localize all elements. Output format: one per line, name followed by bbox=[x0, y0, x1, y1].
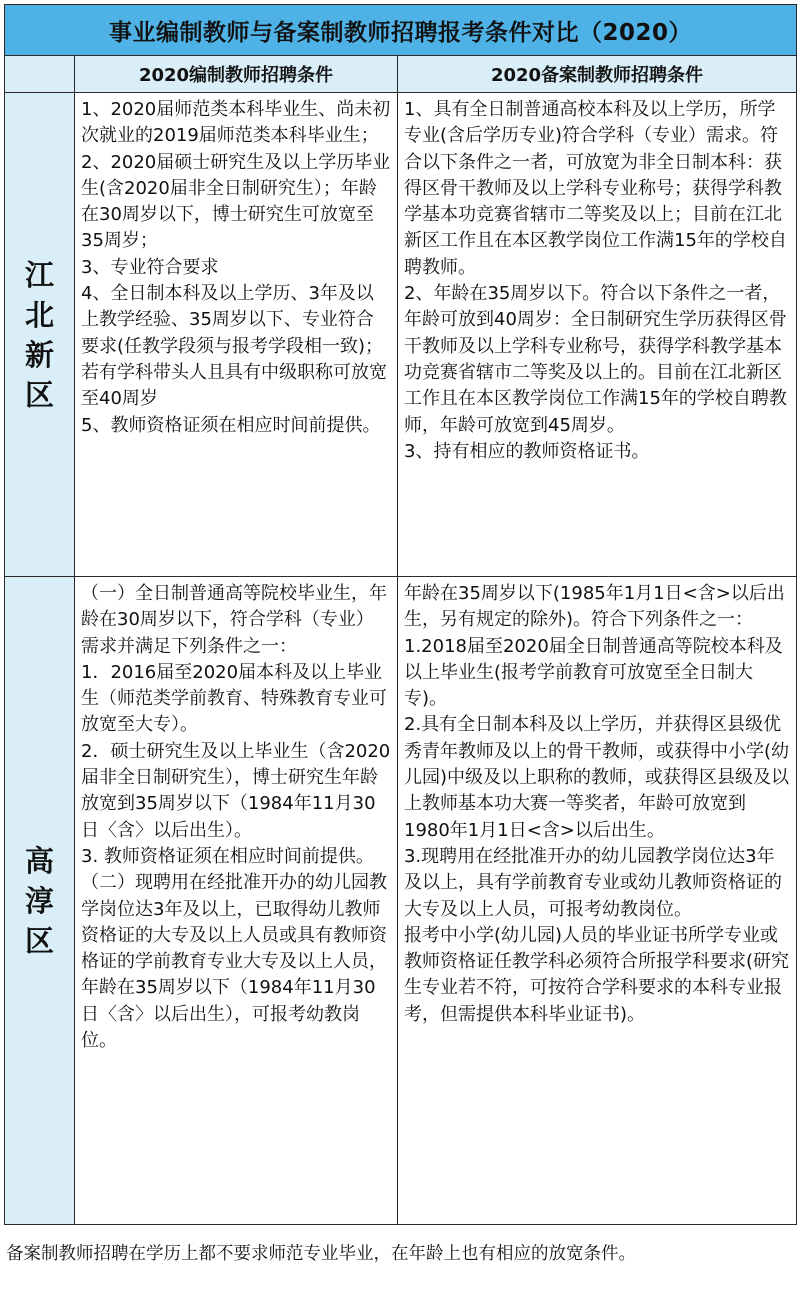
gaochun-staffed-conditions bbox=[75, 577, 398, 1225]
jiangbei-registered-conditions bbox=[398, 93, 797, 577]
table-row-jiangbei bbox=[5, 93, 797, 577]
region-char: 新 bbox=[24, 337, 54, 372]
region-label-gaochun bbox=[5, 577, 75, 1225]
region-char: 北 bbox=[24, 297, 54, 332]
comparison-table bbox=[4, 4, 797, 1225]
header-corner bbox=[5, 56, 75, 93]
region-char: 区 bbox=[24, 923, 54, 958]
conditions-text: 1、具有全日制普通高校本科及以上学历，所学专业(含后学历专业)符合学科（专业）需求。符合以下条件之一者，可放宽为非全日制本科：获得区骨干教师及以上学科专业称号；获得学科教学基本功竞赛省辖市二等奖及以上；目前在江北新区工作且在本区教学岗位工作满15年的学校自聘教师。 2、年龄在35周岁以下。符合以下条件之一者，年龄可放到40周岁：全日制研究生学历获得区骨干教师及以上学科专业称号，获得学科教学基本功竞赛省辖市二等奖及以上的。目前在江北新区工作且在本区教学岗位工作满15年的学校自聘教师，年龄可放宽到45周岁。 3、持有相应的教师资格证书。 bbox=[404, 99, 787, 462]
region-char: 高 bbox=[24, 843, 54, 878]
region-char: 江 bbox=[24, 257, 54, 292]
gaochun-registered-conditions bbox=[398, 577, 797, 1225]
header-registered-teacher: 2020备案制教师招聘条件 bbox=[398, 56, 797, 93]
jiangbei-staffed-conditions bbox=[75, 93, 398, 577]
conditions-text: 年龄在35周岁以下(1985年1月1日<含>以后出生，另有规定的除外)。符合下列条件之一： 1.2018届至2020届全日制普通高等院校本科及以上毕业生(报考学前教育可放宽至全日制大专)。 2.具有全日制本科及以上学历，并获得区县级优秀青年教师及以上的骨干教师，或获得中小学(幼儿园)中级及以上职称的教师，或获得区县级及以上教师基本功大赛一等奖者，年龄可放宽到1980年1月1日<含>以后出生。 3.现聘用在经批准开办的幼儿园教学岗位达3年及以上，具有学前教育专业或幼儿教师资格证的大专及以上人员，可报考幼教岗位。 报考中小学(幼儿园)人员的毕业证书所学专业或教师资格证任教学科必须符合所报学科要求(研究生专业若不符，可按符合学科要求的本科专业报考，但需提供本科毕业证书)。 bbox=[404, 583, 790, 1025]
conditions-text: 1、2020届师范类本科毕业生、尚未初次就业的2019届师范类本科毕业生； 2、2020届硕士研究生及以上学历毕业生(含2020届非全日制研究生）；年龄在30周岁以下，博士研究生可放宽至35周岁； 3、专业符合要求 4、全日制本科及以上学历、3年及以上教学经验、35周岁以下、专业符合要求(任教学段须与报考学段相一致)；若有学科带头人且具有中级职称可放宽至40周岁 5、教师资格证须在相应时间前提供。 bbox=[81, 99, 391, 436]
table-title: 事业编制教师与备案制教师招聘报考条件对比（2020） bbox=[5, 5, 797, 56]
region-label-jiangbei bbox=[5, 93, 75, 577]
header-staffed-teacher: 2020编制教师招聘条件 bbox=[75, 56, 398, 93]
region-char: 淳 bbox=[24, 883, 54, 918]
footnote: 备案制教师招聘在学历上都不要求师范专业毕业，在年龄上也有相应的放宽条件。 bbox=[6, 1244, 636, 1264]
conditions-text: （一）全日制普通高等院校毕业生，年龄在30周岁以下，符合学科（专业）需求并满足下列条件之一： 1．2016届至2020届本科及以上毕业生（师范类学前教育、特殊教育专业可放宽至大专）。 2．硕士研究生及以上毕业生（含2020届非全日制研究生），博士研究生年龄放宽到35周岁以下（1984年11月30日〈含〉以后出生）。 3. 教师资格证须在相应时间前提供。 （二）现聘用在经批准开办的幼儿园教学岗位达3年及以上，已取得幼儿教师资格证的大专及以上人员或具有教师资格证的学前教育专业大专及以上人员，年龄在35周岁以下（1984年11月30日〈含〉以后出生），可报考幼教岗位。 bbox=[81, 583, 391, 1052]
table-row-gaochun bbox=[5, 577, 797, 1225]
region-char: 区 bbox=[24, 377, 54, 412]
